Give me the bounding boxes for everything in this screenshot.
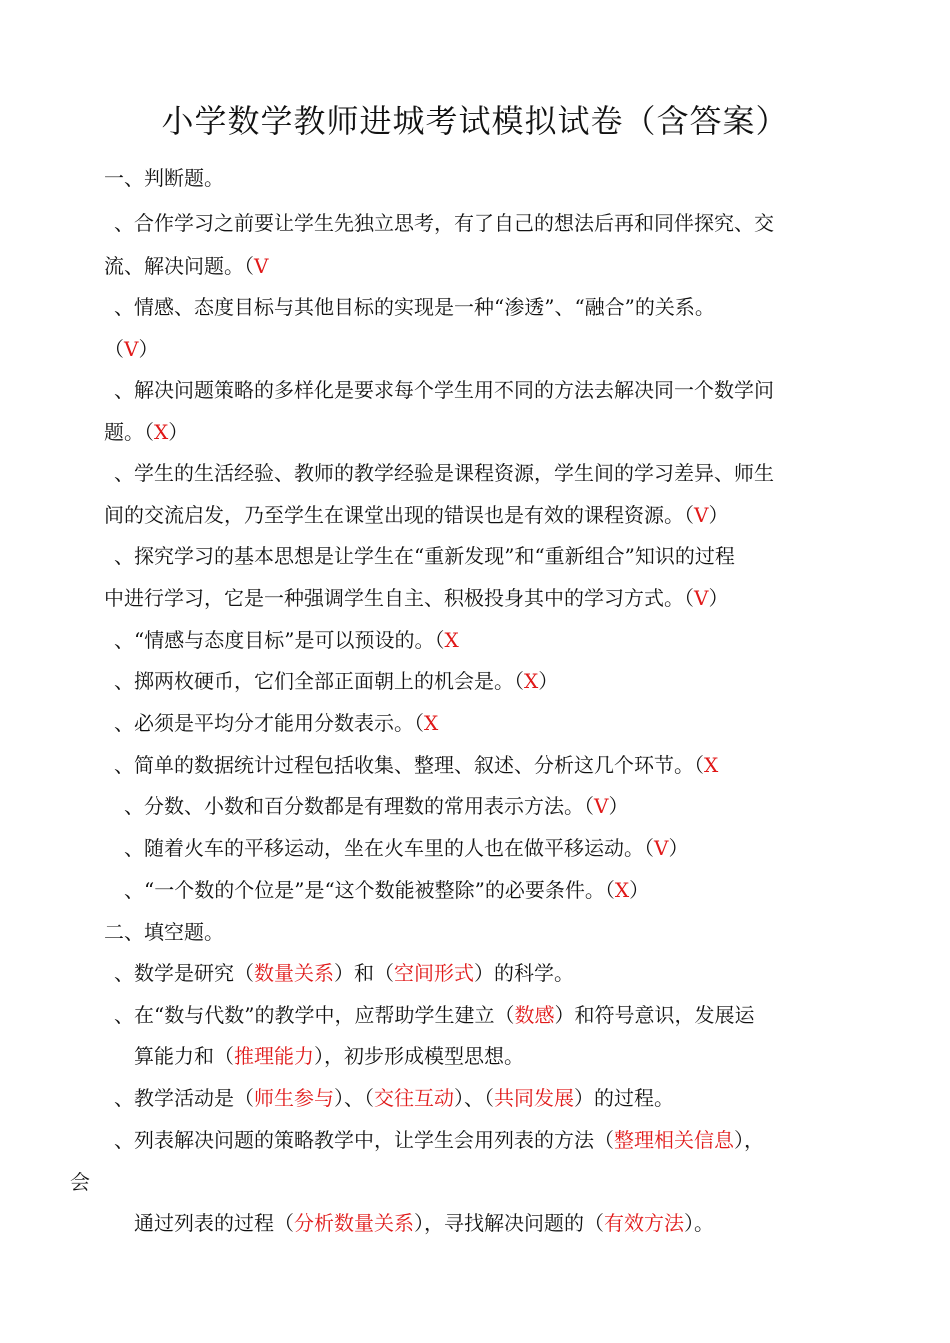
- answer-mark: V: [254, 254, 269, 278]
- section-heading-fill-blank: 二、填空题。: [104, 920, 224, 944]
- answer-mark: V: [654, 836, 669, 860]
- answer-text: 数感: [514, 1003, 555, 1027]
- answer-mark: X: [154, 420, 169, 444]
- fill-question-2-line2: 算能力和（推理能力），初步形成模型思想。: [134, 1044, 524, 1068]
- answer-text: 师生参与: [254, 1086, 334, 1110]
- page-title: 小学数学教师进城考试模拟试卷（含答案）: [161, 102, 789, 140]
- answer-text: 空间形式: [394, 961, 474, 985]
- question-10: 、分数、小数和百分数都是有理数的常用表示方法。（V）: [124, 794, 629, 818]
- fill-question-4-line2: 会: [70, 1170, 90, 1194]
- fill-question-2-line1: 、在“数与代数”的教学中，应帮助学生建立（数感）和符号意识，发展运: [114, 1003, 755, 1027]
- answer-mark: V: [594, 794, 609, 818]
- question-4-line2: 间的交流启发，乃至学生在课堂出现的错误也是有效的课程资源。（V）: [104, 503, 729, 527]
- question-2-line1: 、情感、态度目标与其他目标的实现是一种“渗透”、“融合”的关系。: [114, 295, 715, 319]
- answer-mark: X: [524, 669, 539, 693]
- question-1-line2: 流、解决问题。（V: [104, 254, 269, 278]
- question-8: 、必须是平均分才能用分数表示。（X: [114, 711, 439, 735]
- answer-mark: V: [694, 503, 709, 527]
- question-9: 、简单的数据统计过程包括收集、整理、叙述、分析这几个环节。（X: [114, 753, 719, 777]
- answer-mark: V: [694, 586, 709, 610]
- answer-text: 分析数量关系: [294, 1211, 414, 1235]
- answer-text: 共同发展: [494, 1086, 574, 1110]
- question-4-line1: 、学生的生活经验、教师的教学经验是课程资源，学生间的学习差异、师生: [114, 461, 774, 485]
- question-6: 、“情感与态度目标”是可以预设的。（X: [114, 628, 459, 652]
- answer-text: 整理相关信息: [614, 1128, 734, 1152]
- question-5-line2: 中进行学习，它是一种强调学生自主、积极投身其中的学习方式。（V）: [104, 586, 729, 610]
- answer-text: 交往互动: [374, 1086, 454, 1110]
- question-1-line1: 、合作学习之前要让学生先独立思考，有了自己的想法后再和同伴探究、交: [114, 211, 774, 235]
- fill-question-3: 、教学活动是（师生参与）、（交往互动）、（共同发展）的过程。: [114, 1086, 674, 1110]
- answer-text: 推理能力: [234, 1044, 314, 1068]
- fill-question-1: 、数学是研究（数量关系）和（空间形式）的科学。: [114, 961, 574, 985]
- section-heading-judgment: 一、判断题。: [104, 166, 224, 190]
- answer-mark: X: [614, 878, 630, 902]
- question-11: 、随着火车的平移运动，坐在火车里的人也在做平移运动。（V）: [124, 836, 689, 860]
- answer-mark: X: [424, 711, 439, 735]
- question-7: 、掷两枚硬币，它们全部正面朝上的机会是。（X）: [114, 669, 559, 693]
- answer-mark: V: [124, 337, 139, 361]
- answer-mark: X: [704, 753, 719, 777]
- question-12: 、“一个数的个位是”是“这个数能被整除”的必要条件。（X）: [124, 878, 650, 902]
- question-3-line2: 题。（X）: [104, 420, 189, 444]
- answer-text: 数量关系: [254, 961, 334, 985]
- answer-mark: X: [444, 628, 459, 652]
- fill-question-4-line3: 通过列表的过程（分析数量关系），寻找解决问题的（有效方法）。: [134, 1211, 714, 1235]
- answer-text: 有效方法: [604, 1211, 684, 1235]
- question-5-line1: 、探究学习的基本思想是让学生在“重新发现”和“重新组合”知识的过程: [114, 544, 735, 568]
- question-3-line1: 、解决问题策略的多样化是要求每个学生用不同的方法去解决同一个数学问: [114, 378, 774, 402]
- fill-question-4-line1: 、列表解决问题的策略教学中，让学生会用列表的方法（整理相关信息），: [114, 1128, 764, 1152]
- question-2-line2: （V）: [104, 337, 159, 361]
